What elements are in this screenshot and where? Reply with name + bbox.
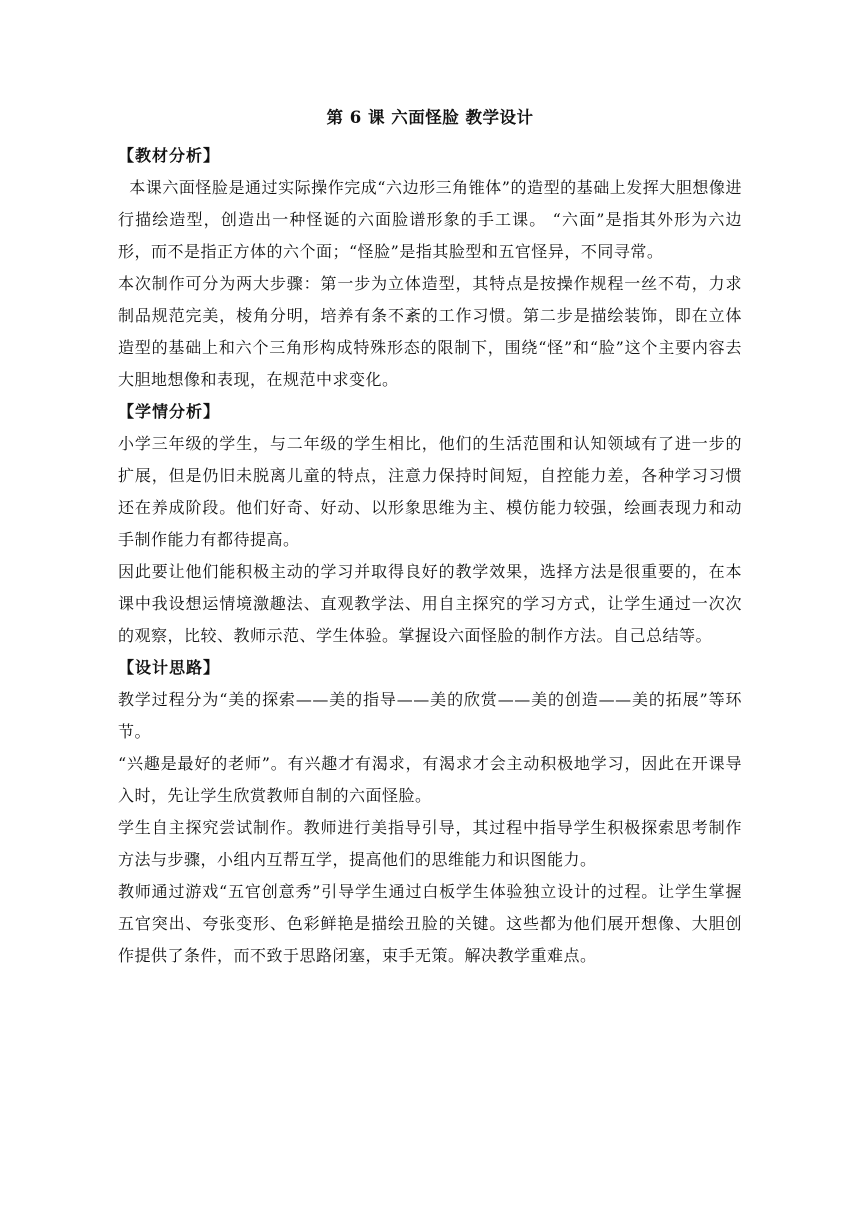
document-page <box>118 106 742 972</box>
section-heading: 【教材分析】 <box>118 146 221 165</box>
paragraph: 学生自主探究尝试制作。教师进行美指导引导，其过程中指导学生积极探索思考制作方法与步骤，小组内互帮互学，提高他们的思维能力和识图能力。 <box>118 818 742 869</box>
section-heading: 【学情分析】 <box>118 402 221 421</box>
paragraph: “兴趣是最好的老师”。有兴趣才有渴求，有渴求才会主动积极地学习，因此在开课导入时，先让学生欣赏教师自制的六面怪脸。 <box>118 754 742 805</box>
section-student-analysis <box>118 396 742 652</box>
section-design-ideas <box>118 652 742 972</box>
paragraph: 教师通过游戏“五官创意秀”引导学生通过白板学生体验独立设计的过程。让学生掌握五官突出、夸张变形、色彩鲜艳是描绘丑脸的关键。这些都为他们展开想像、大胆创作提供了条件，而不致于思路闭塞，束手无策。解决教学重难点。 <box>118 882 742 965</box>
section-textbook-analysis <box>118 140 742 396</box>
paragraph: 教学过程分为“美的探索——美的指导——美的欣赏——美的创造——美的拓展”等环节。 <box>118 690 742 741</box>
section-heading: 【设计思路】 <box>118 658 221 677</box>
paragraph: 因此要让他们能积极主动的学习并取得良好的教学效果，选择方法是很重要的，在本课中我设想运情境激趣法、直观教学法、用自主探究的学习方式，让学生通过一次次的观察，比较、教师示范、学生体验。掌握设六面怪脸的制作方法。自己总结等。 <box>118 562 742 645</box>
paragraph: 小学三年级的学生，与二年级的学生相比，他们的生活范围和认知领域有了进一步的扩展，但是仍旧未脱离儿童的特点，注意力保持时间短，自控能力差，各种学习习惯还在养成阶段。他们好奇、好动、以形象思维为主、模仿能力较强，绘画表现力和动手制作能力有都待提高。 <box>118 434 742 549</box>
paragraph: 本次制作可分为两大步骤：第一步为立体造型，其特点是按操作规程一丝不苟，力求制品规范完美，棱角分明，培养有条不紊的工作习惯。第二步是描绘装饰，即在立体造型的基础上和六个三角形构成特殊形态的限制下，围绕“怪”和“脸”这个主要内容去大胆地想像和表现，在规范中求变化。 <box>118 274 742 389</box>
document-title: 第 6 课 六面怪脸 教学设计 <box>326 108 534 127</box>
paragraph: 本课六面怪脸是通过实际操作完成“六边形三角锥体”的造型的基础上发挥大胆想像进行描绘造型，创造出一种怪诞的六面脸谱形象的手工课。 “六面”是指其外形为六边形，而不是指正方体的六个面；“怪脸”是指其脸型和五官怪异，不同寻常。 <box>118 178 742 261</box>
